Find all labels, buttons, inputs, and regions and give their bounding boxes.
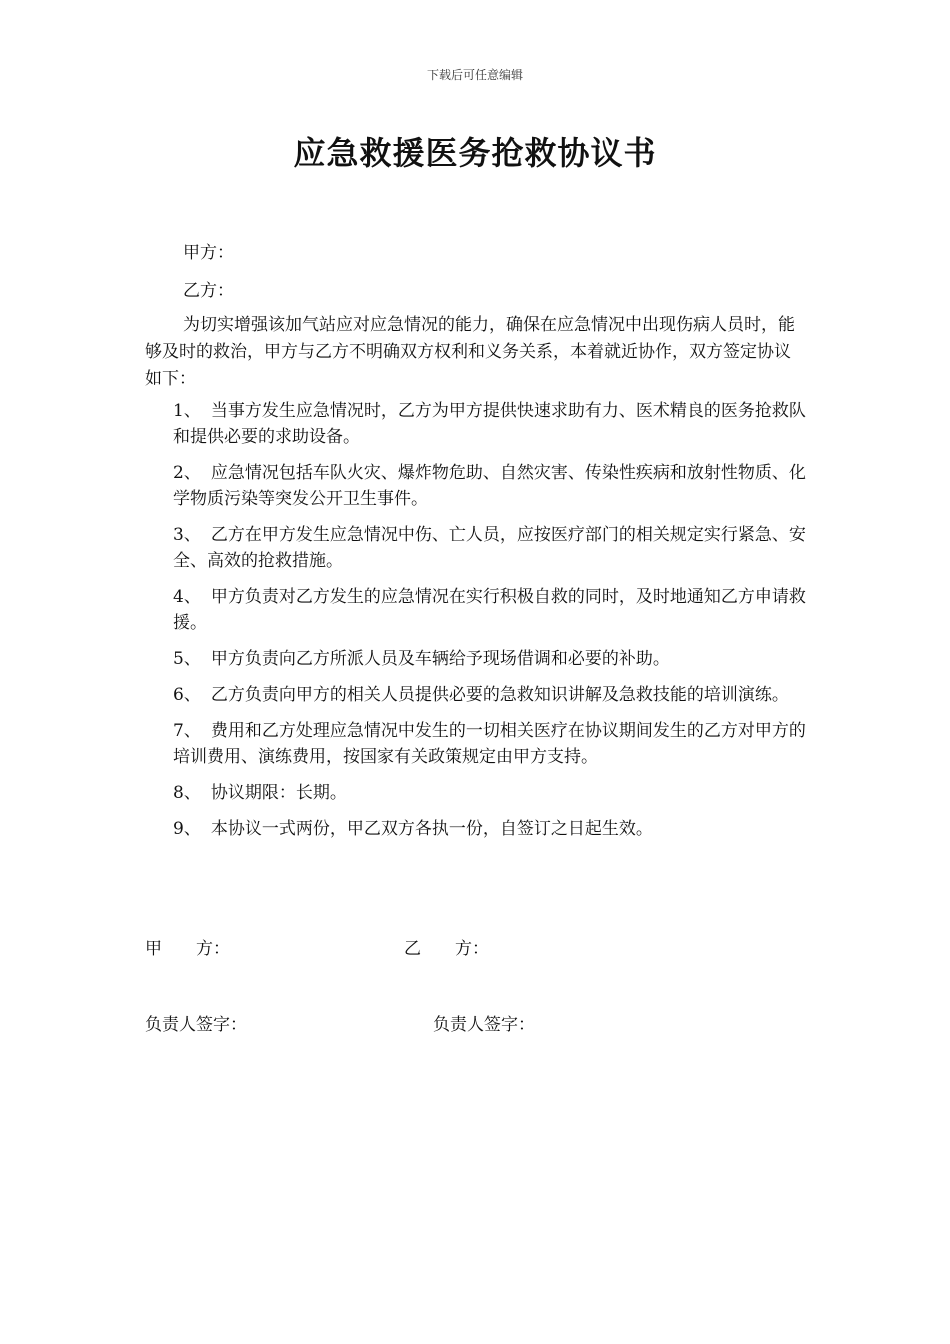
signer-b-label: 负责人签字： <box>433 1015 535 1035</box>
clause-text: 费用和乙方处理应急情况中发生的一切相关医疗在协议期间发生的乙方对甲方的培训费用、演练费用，按国家有关政策规定由甲方支持。 <box>173 721 806 767</box>
party-a-line: 甲方： <box>183 243 234 263</box>
clause-list <box>173 398 807 852</box>
signer-a-label: 负责人签字： <box>145 1015 247 1035</box>
signature-party-b: 乙 方： <box>404 939 489 959</box>
header-note: 下载后可任意编辑 <box>426 68 523 82</box>
clause-item <box>173 584 807 636</box>
clause-number: 3、 <box>173 525 201 545</box>
clause-number: 2、 <box>173 463 201 483</box>
clause-item <box>173 646 807 672</box>
clause-text: 当事方发生应急情况时，乙方为甲方提供快速求助有力、医术精良的医务抢救队和提供必要的求助设备。 <box>173 401 806 447</box>
clause-text: 甲方负责对乙方发生的应急情况在实行积极自救的同时，及时地通知乙方申请救援。 <box>173 587 806 633</box>
clause-item <box>173 398 807 450</box>
clause-item <box>173 522 807 574</box>
clause-number: 1、 <box>173 401 201 421</box>
party-b-line: 乙方： <box>183 281 234 301</box>
clause-text: 本协议一式两份，甲乙双方各执一份，自签订之日起生效。 <box>210 819 653 839</box>
clause-number: 4、 <box>173 587 201 607</box>
clause-item <box>173 682 807 708</box>
clause-number: 5、 <box>173 649 201 669</box>
clause-number: 8、 <box>173 783 201 803</box>
clause-item <box>173 460 807 512</box>
clause-text: 协议期限：长期。 <box>210 783 347 803</box>
signature-party-a: 甲 方： <box>145 939 230 959</box>
intro-paragraph: 为切实增强该加气站应对应急情况的能力，确保在应急情况中出现伤病人员时，能够及时的救治，甲方与乙方不明确双方权利和义务关系，本着就近协作，双方签定协议如下： <box>145 315 795 389</box>
clause-text: 乙方在甲方发生应急情况中伤、亡人员，应按医疗部门的相关规定实行紧急、安全、高效的抢救措施。 <box>173 525 806 571</box>
clause-item <box>173 816 807 842</box>
clause-number: 7、 <box>173 721 201 741</box>
clause-number: 6、 <box>173 685 201 705</box>
clause-number: 9、 <box>173 819 201 839</box>
clause-text: 乙方负责向甲方的相关人员提供必要的急救知识讲解及急救技能的培训演练。 <box>210 685 789 705</box>
clause-text: 甲方负责向乙方所派人员及车辆给予现场借调和必要的补助。 <box>210 649 670 669</box>
clause-item <box>173 718 807 770</box>
clause-text: 应急情况包括车队火灾、爆炸物危助、自然灾害、传染性疾病和放射性物质、化学物质污染等突发公开卫生事件。 <box>173 463 806 509</box>
document-title: 应急救援医务抢救协议书 <box>293 134 657 172</box>
clause-item <box>173 780 807 806</box>
